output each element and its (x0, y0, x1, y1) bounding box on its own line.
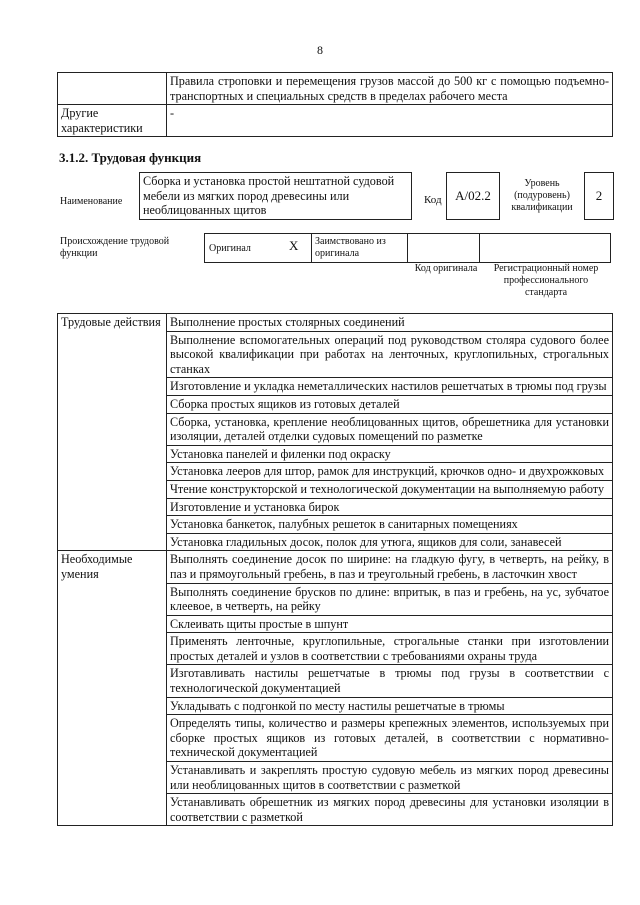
requirement-cell: Правила строповки и перемещения грузов массой до 500 кг с помощью подъемно-транспортных и специальных средств в пределах рабочего места (167, 73, 613, 105)
section-title: 3.1.2. Трудовая функция (59, 150, 202, 165)
borrowed-label: Заимствовано из оригинала (315, 236, 386, 259)
table-row (58, 551, 613, 583)
table-row (58, 105, 613, 137)
labor-action-item: Установка банкеток, палубных решеток в санитарных помещениях (167, 516, 613, 534)
divider (311, 234, 312, 262)
labor-action-item: Изготовление и укладка неметаллических настилов решетчатых в трюмы под грузы (167, 378, 613, 396)
skill-item: Выполнять соединение досок по ширине: на гладкую фугу, в четверть, на рейку, в паз и прямоугольный гребень, в паз и треугольный гребень, в ласточкин хвост (167, 551, 613, 583)
divider (479, 234, 480, 262)
labor-action-item: Выполнение вспомогательных операций под руководством столяра судового более высокой квалификации при работах на ленточных, круглопильных, строгальных станках (167, 331, 613, 378)
labor-action-item: Установка лееров для штор, рамок для инструкций, крючков одно- и двухрожковых (167, 463, 613, 481)
table-row (58, 314, 613, 332)
code-label: Код (424, 194, 442, 206)
reg-number-caption: Регистрационный номер профессионального стандарта (493, 263, 599, 298)
code-original-caption: Код оригинала (414, 263, 478, 274)
skill-item: Изготавливать настилы решетчатые в трюмы под грузы в соответствии с технологической документацией (167, 665, 613, 697)
page-number: 8 (317, 43, 323, 57)
section-label: Необходимые умения (58, 551, 167, 826)
labor-action-item: Сборка простых ящиков из готовых деталей (167, 395, 613, 413)
skill-item: Выполнять соединение брусков по длине: впритык, в паз и гребень, на ус, зубчатое клеевое, в четверть, на рейку (167, 583, 613, 615)
empty-cell (58, 73, 167, 105)
labor-action-item: Изготовление и установка бирок (167, 498, 613, 516)
origin-box (204, 233, 611, 263)
labor-action-item: Чтение конструкторской и технологической документации на выполняемую работу (167, 480, 613, 498)
skill-item: Устанавливать обрешетник из мягких пород древесины для установки изоляции в соответствии с разметкой (167, 794, 613, 826)
row-label: Другие характеристики (58, 105, 167, 137)
section-label: Трудовые действия (58, 314, 167, 551)
function-name: Сборка и установка простой нештатной судовой мебели из мягких пород древесины или необлицованных щитов (139, 172, 412, 220)
labor-action-item: Сборка, установка, крепление необлицованных щитов, обрешетника для установки изоляции, деталей отделки судовых помещений по разметке (167, 413, 613, 445)
skill-item: Применять ленточные, круглопильные, строгальные станки при изготовлении простых деталей и узлов в соответствии с требованиями охраны труда (167, 633, 613, 665)
continuation-table (57, 72, 613, 137)
origin-label: Происхождение трудовой функции (60, 236, 170, 259)
row-value: - (167, 105, 613, 137)
labor-action-item: Выполнение простых столярных соединений (167, 314, 613, 332)
level-label: Уровень (подуровень) квалификации (511, 178, 573, 213)
table-row (58, 73, 613, 105)
level-value: 2 (584, 172, 614, 220)
labor-action-item: Установка панелей и филенки под окраску (167, 445, 613, 463)
skill-item: Определять типы, количество и размеры крепежных элементов, используемых при сборке простых ящиков из готовых деталей, в соответствии с нормативно-технической документацией (167, 715, 613, 762)
name-label: Наименование (60, 196, 123, 207)
function-details-table (57, 313, 613, 826)
skill-item: Склеивать щиты простые в шпунт (167, 615, 613, 633)
skill-item: Укладывать с подгонкой по месту настилы решетчатые в трюмы (167, 697, 613, 715)
divider (407, 234, 408, 262)
original-label: Оригинал (209, 243, 251, 254)
skill-item: Устанавливать и закреплять простую судовую мебель из мягких пород древесины или необлицованных щитов в соответствии с разметкой (167, 762, 613, 794)
function-code: А/02.2 (446, 172, 500, 220)
labor-action-item: Установка гладильных досок, полок для утюга, ящиков для соли, занавесей (167, 533, 613, 551)
original-mark: X (289, 238, 299, 253)
